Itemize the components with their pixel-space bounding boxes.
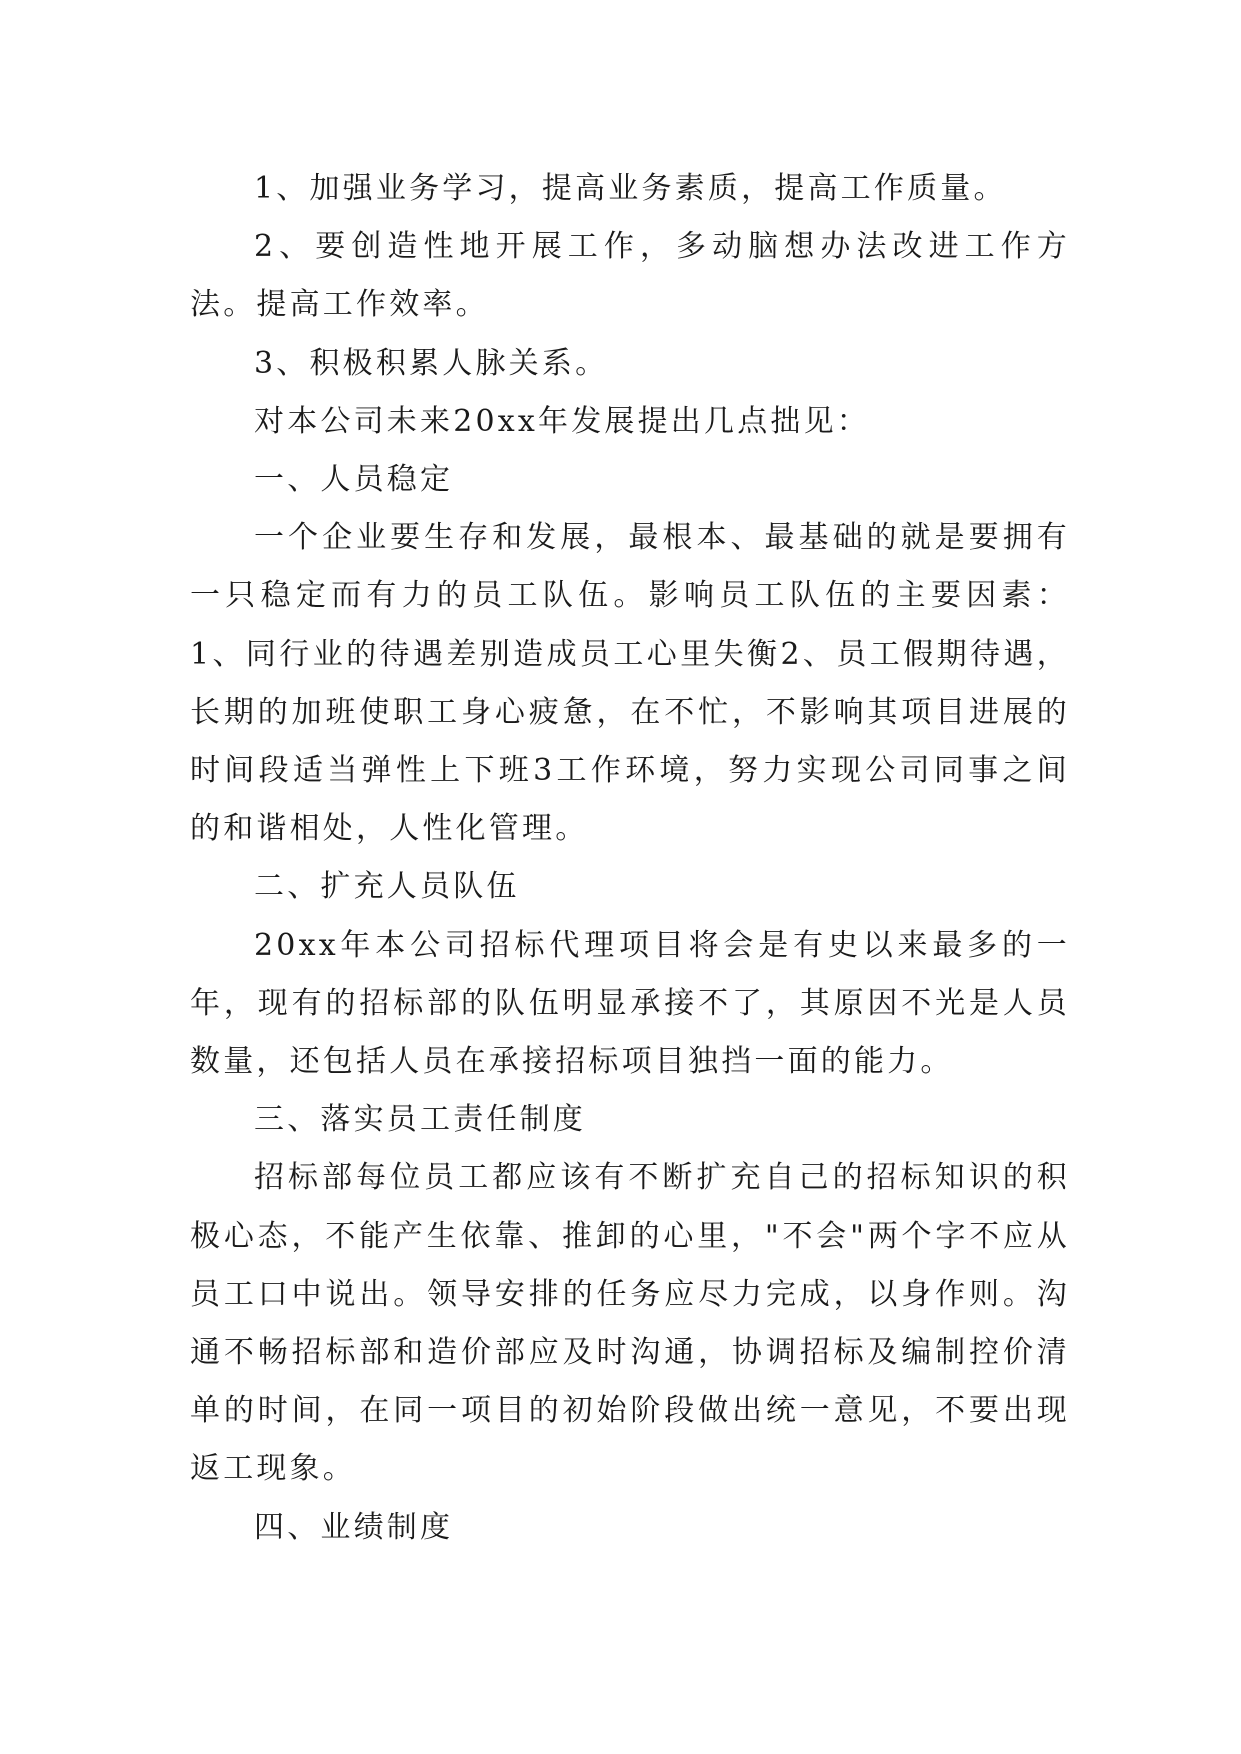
heading-responsibility: 三、落实员工责任制度 (254, 1102, 586, 1138)
paragraph-expand-team: 20xx年本公司招标代理项目将会是有史以来最多的一年，现有的招标部的队伍明显承接不了，其原因不光是人员数量，还包括人员在承接招标项目独挡一面的能力。 (190, 927, 1070, 1080)
heading-expand-team: 二、扩充人员队伍 (254, 869, 520, 905)
paragraph-suggestions-intro: 对本公司未来20xx年发展提出几点拙见： (254, 403, 871, 439)
paragraph-responsibility: 招标部每位员工都应该有不断扩充自己的招标知识的积极心态，不能产生依靠、推卸的心里，"不会"两个字不应从员工口中说出。领导安排的任务应尽力完成，以身作则。沟通不畅招标部和造价部应及时沟通，协调招标及编制控价清单的时间，在同一项目的初始阶段做出统一意见，不要出现返工现象。 (190, 1160, 1070, 1487)
heading-staff-stability: 一、人员稳定 (254, 462, 454, 498)
paragraph-study: 1、加强业务学习，提高业务素质，提高工作质量。 (254, 171, 1007, 206)
heading-performance: 四、业绩制度 (254, 1509, 454, 1545)
paragraph-network: 3、积极积累人脉关系。 (254, 345, 609, 381)
paragraph-creative-work: 2、要创造性地开展工作，多动脑想办法改进工作方法。提高工作效率。 (190, 229, 1070, 323)
paragraph-staff-stability: 一个企业要生存和发展，最根本、最基础的就是要拥有一只稳定而有力的员工队伍。影响员工队伍的主要因素：1、同行业的待遇差别造成员工心里失衡2、员工假期待遇，长期的加班使职工身心疲惫，在不忙，不影响其项目进展的时间段适当弹性上下班3工作环境，努力实现公司同事之间的和谐相处，人性化管理。 (190, 520, 1070, 847)
document-body (190, 160, 1070, 1557)
